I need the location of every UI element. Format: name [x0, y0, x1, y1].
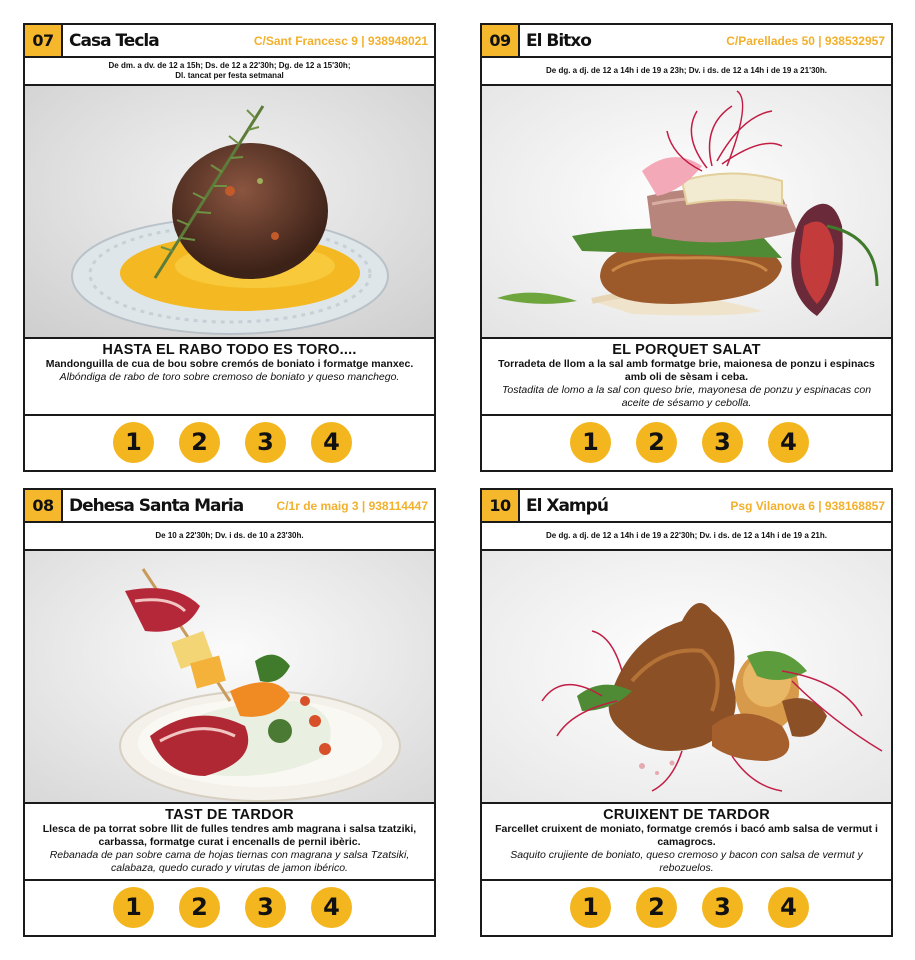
rating-options — [482, 881, 891, 933]
restaurant-name: El Bitxo — [526, 30, 591, 51]
vote-button-2[interactable]: 2 — [179, 887, 220, 928]
card-header — [482, 25, 891, 58]
restaurant-number: 10 — [482, 490, 520, 521]
opening-hours — [25, 58, 434, 86]
dish-description — [482, 339, 891, 416]
pastry-dish-image — [482, 551, 891, 804]
card-header — [482, 490, 891, 523]
dish-description-catalan: Mandonguilla de cua de bou sobre cremós de boniato i formatge manxec. — [45, 358, 414, 370]
restaurant-name: Dehesa Santa Maria — [69, 495, 244, 516]
toast-dish-image — [482, 86, 891, 339]
dish-photo — [482, 86, 891, 339]
vote-button-1[interactable]: 1 — [113, 422, 154, 463]
opening-hours — [25, 523, 434, 551]
vote-button-3[interactable]: 3 — [245, 422, 286, 463]
vote-button-4[interactable]: 4 — [768, 422, 809, 463]
card-header — [25, 490, 434, 523]
dish-description-spanish: Tostadita de lomo a la sal con queso brie, mayonesa de ponzu y espinacas con aceite de sésamo y cebolla. — [501, 384, 872, 409]
restaurant-address-phone: C/Sant Francesc 9 | 938948021 — [253, 33, 428, 48]
dish-description — [482, 804, 891, 881]
opening-hours — [482, 58, 891, 86]
vote-button-1[interactable]: 1 — [113, 887, 154, 928]
dish-description-catalan: Llesca de pa torrat sobre llit de fulles tendres amb magrana i salsa tzatziki, carbassa, formatge curat i encenalls de pernil ibèric. — [42, 823, 417, 848]
card-header — [25, 25, 434, 58]
vote-button-4[interactable]: 4 — [768, 887, 809, 928]
vote-button-1[interactable]: 1 — [570, 422, 611, 463]
vote-button-3[interactable]: 3 — [702, 887, 743, 928]
restaurant-card-09 — [480, 23, 893, 472]
hours-line: De dg. a dj. de 12 a 14h i de 19 a 23h; Dv. i ds. de 12 a 14h i de 19 a 21'30h. — [546, 66, 827, 75]
rating-options — [25, 416, 434, 468]
restaurant-card-07 — [23, 23, 436, 472]
meatball-dish-image — [25, 86, 434, 339]
restaurant-card-10 — [480, 488, 893, 937]
rating-options — [482, 416, 891, 468]
restaurant-number: 09 — [482, 25, 520, 56]
dish-photo — [482, 551, 891, 804]
dish-title: TAST DE TARDOR — [165, 807, 294, 823]
vote-button-2[interactable]: 2 — [636, 422, 677, 463]
restaurant-number: 07 — [25, 25, 63, 56]
restaurant-address-phone: C/Parellades 50 | 938532957 — [726, 33, 885, 48]
restaurant-name: Casa Tecla — [69, 30, 159, 51]
rating-options — [25, 881, 434, 933]
dish-description-spanish: Rebanada de pan sobre cama de hojas tiernas con magrana y salsa Tzatsiki, calabaza, quedo curado y virutas de jamon ibérico. — [49, 849, 410, 874]
dish-description — [25, 804, 434, 881]
hours-line: De dg. a dj. de 12 a 14h i de 19 a 22'30h; Dv. i ds. de 12 a 14h i de 19 a 21h. — [546, 531, 827, 540]
dish-description-catalan: Torradeta de llom a la sal amb formatge brie, maionesa de ponzu i espinacs amb oli de sèsam i ceba. — [498, 358, 875, 383]
vote-button-4[interactable]: 4 — [311, 887, 352, 928]
restaurant-address-phone: Psg Vilanova 6 | 938168857 — [730, 498, 885, 513]
dish-photo — [25, 551, 434, 804]
dish-description — [25, 339, 434, 416]
vote-button-2[interactable]: 2 — [636, 887, 677, 928]
dish-description-spanish: Saquito crujiente de boniato, queso cremoso y bacon con salsa de vermut y rebozuelos. — [510, 849, 863, 874]
vote-button-4[interactable]: 4 — [311, 422, 352, 463]
vote-button-3[interactable]: 3 — [245, 887, 286, 928]
skewer-dish-image — [25, 551, 434, 804]
restaurant-card-08 — [23, 488, 436, 937]
dish-title: CRUIXENT DE TARDOR — [603, 807, 770, 823]
hours-line: Dl. tancat per festa setmanal — [175, 71, 284, 80]
dish-title: HASTA EL RABO TODO ES TORO.... — [102, 342, 357, 358]
dish-description-catalan: Farcellet cruixent de moniato, formatge cremós i bacó amb salsa de vermut i camagrocs. — [495, 823, 878, 848]
vote-button-3[interactable]: 3 — [702, 422, 743, 463]
restaurant-address-phone: C/1r de maig 3 | 938114447 — [276, 498, 428, 513]
hours-line: De 10 a 22'30h; Dv. i ds. de 10 a 23'30h. — [155, 531, 304, 540]
restaurant-number: 08 — [25, 490, 63, 521]
vote-button-2[interactable]: 2 — [179, 422, 220, 463]
dish-description-spanish: Albóndiga de rabo de toro sobre cremoso de boniato y queso manchego. — [59, 371, 400, 383]
vote-button-1[interactable]: 1 — [570, 887, 611, 928]
restaurant-name: El Xampú — [526, 495, 608, 516]
dish-photo — [25, 86, 434, 339]
opening-hours — [482, 523, 891, 551]
hours-line: De dm. a dv. de 12 a 15h; Ds. de 12 a 22'30h; Dg. de 12 a 15'30h; — [108, 61, 351, 70]
dish-title: EL PORQUET SALAT — [612, 342, 761, 358]
